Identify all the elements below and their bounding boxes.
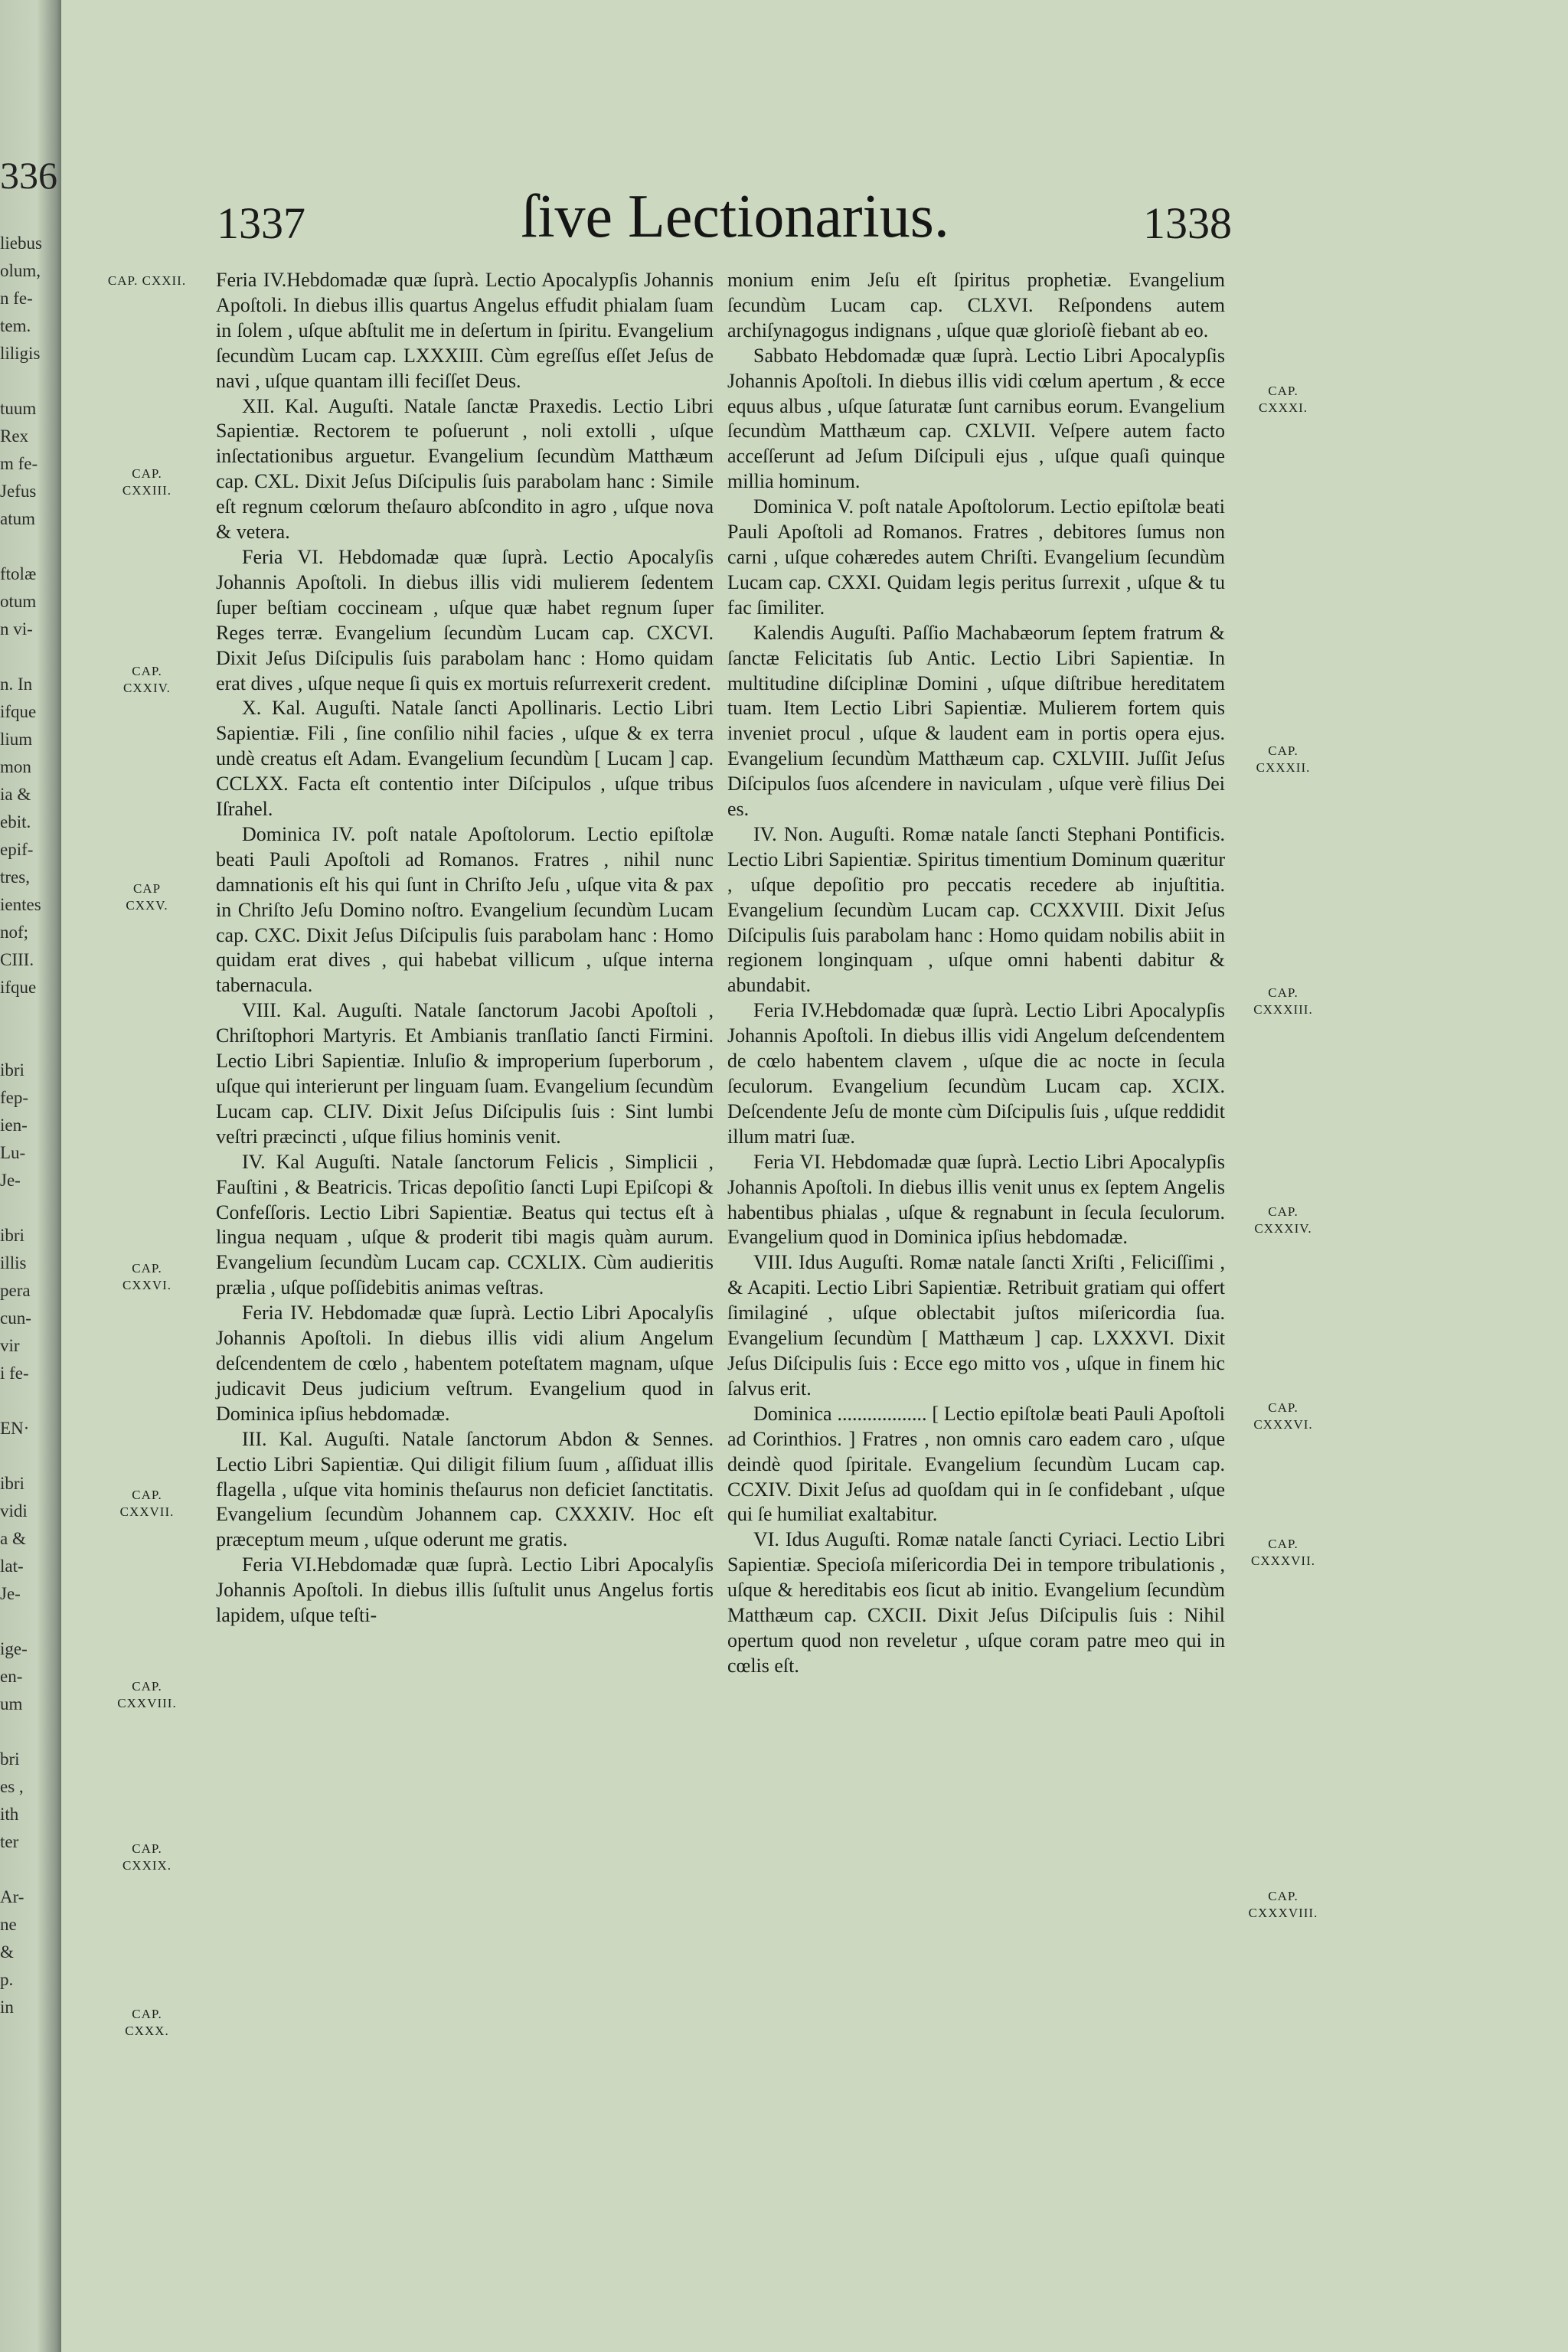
gutter-fragment xyxy=(0,1029,51,1057)
paragraph: Dominica .................. [ Lectio epiſtolæ beati Pauli Apoſtoli ad Corinthios. ] Fratres , non omnis caro eadem caro , uſque deindè quod ſpiritale. Evangelium ſecundùm Lucam cap. CCXIV. Dixit Jeſus ad quoſdam qui in ſe confidebant , uſque qui ſe humiliat exaltabitur. xyxy=(727,1402,1225,1526)
gutter-fragment: vidi xyxy=(0,1501,28,1521)
paragraph: Kalendis Auguſti. Paſſio Machabæorum ſeptem fratrum & ſanctæ Felicitatis ſub Antic. Lectio Libri Sapientiæ. In multitudine diſciplinæ Domini , uſque diſtribue hereditatem tuam. Item Lectio Libri Sapientiæ. Mulierem fortem quis inveniet procul , uſque & laudent eam in portis opera ejus. Evangelium ſecundùm Matthæum cap. CXLVIII. Juſſit Jeſus Diſcipulos ſuos aſcendere in naviculam , uſque verè filius Dei es. xyxy=(727,621,1225,821)
gutter-fragment: epif- xyxy=(0,840,34,859)
gutter-fragment: fep- xyxy=(0,1088,29,1107)
gutter-fragment: pera xyxy=(0,1281,31,1300)
gutter-fragment: m fe- xyxy=(0,454,38,473)
gutter-fragment: tem. xyxy=(0,316,31,335)
previous-page-text-fragments xyxy=(0,230,51,2021)
gutter-fragment: ien- xyxy=(0,1116,28,1135)
previous-page-number: 336 xyxy=(0,154,57,197)
gutter-fragment: lium xyxy=(0,730,33,749)
gutter-fragment: ibri xyxy=(0,1474,24,1493)
margin-label-cap-cxxxvii: CAP. CXXXVII. xyxy=(1250,1537,1316,1568)
margin-label-cap-cxxiii: CAP. CXXIII. xyxy=(122,466,172,498)
paragraph: Feria IV. Hebdomadæ quæ ſuprà. Lectio Libri Apocalyſis Johannis Apoſtoli. In diebus illis vidi alium Angelum deſcendentem de cœlo , habentem poteſtatem magnam, uſque judicavit Deus judicium veſtrum. Evangelium quod in Dominica ipſius hebdomadæ. xyxy=(216,1302,714,1425)
margin-label-cap-cxxxiv: CAP. CXXXIV. xyxy=(1254,1204,1312,1236)
gutter-fragment: mon xyxy=(0,757,31,776)
gutter-fragment xyxy=(0,643,51,671)
gutter-fragment: ter xyxy=(0,1832,19,1851)
paragraph: Feria VI. Hebdomadæ quæ ſuprà. Lectio Apocalyſis Johannis Apoſtoli. In diebus illis vidi mulierem ſedentem ſuper beſtiam coccineam , uſque quæ habet regnum ſuper Reges terræ. Evangelium ſecundùm Lucam cap. CXCVI. Dixit Jeſus Diſcipulis ſuis parabolam hanc : Homo quidam erat dives , uſque neque ſi quis ex mortuis reſurrexerit credent. xyxy=(216,545,714,694)
margin-label-cap-cxxiv: CAP. CXXIV. xyxy=(123,664,171,695)
gutter-fragment: i fe- xyxy=(0,1364,29,1383)
gutter-fragment: ebit. xyxy=(0,812,31,831)
gutter-fragment: EN· xyxy=(0,1419,30,1438)
gutter-fragment: ibri xyxy=(0,1226,24,1245)
gutter-fragment xyxy=(0,368,51,395)
gutter-fragment: Ar- xyxy=(0,1887,24,1906)
gutter-fragment: liligis xyxy=(0,344,41,363)
margin-label-cap-cxxxviii: CAP. CXXXVIII. xyxy=(1248,1889,1318,1920)
margin-label-cap-cxxx: CAP. CXXX. xyxy=(125,2007,169,2038)
gutter-fragment xyxy=(0,1001,51,1029)
gutter-fragment: n. In xyxy=(0,675,33,694)
gutter-fragment: ifque xyxy=(0,978,37,997)
gutter-fragment xyxy=(0,1856,51,1883)
gutter-fragment: n vi- xyxy=(0,619,33,639)
paragraph: IV. Non. Auguſti. Romæ natale ſancti Stephani Pontificis. Lectio Libri Sapientiæ. Spiritus timentium Dominum quæritur , uſque depoſitio pro peccatis recedere ab injuſtitia. Evangelium ſecundùm Lucam cap. CCXXVIII. Dixit Jeſus Diſcipulis ſuis parabolam hanc : Homo quidam nobilis abiit in regionem longinquam , uſque omni habenti dabitur & abundabit. xyxy=(727,822,1225,997)
gutter-fragment xyxy=(0,1608,51,1635)
gutter-fragment: n fe- xyxy=(0,289,33,308)
paragraph: Feria IV.Hebdomadæ quæ ſuprà. Lectio Apocalypſis Johannis Apoſtoli. In diebus illis quartus Angelus effudit phialam ſuam in ſolem , uſque abſtulit me in deſertum in ſpiritu. Evangelium ſecundùm Lucam cap. LXXXIII. Cùm egreſſus eſſet Jeſus de navi , uſque quantam illi feciſſet Deus. xyxy=(216,269,714,392)
paragraph: monium enim Jeſu eſt ſpiritus prophetiæ. Evangelium ſecundùm Lucam cap. CLXVI. Reſpondens autem archiſynagogus indignans , uſque quæ glorioſè fiebant ab eo. xyxy=(727,269,1225,341)
paragraph: IV. Kal Auguſti. Natale ſanctorum Felicis , Simplicii , Fauſtini , & Beatricis. Tricas depoſitio ſancti Lupi Epiſcopi & Confeſſoris. Lectio Libri Sapientiæ. Beatus qui tectus eſt à lingua nequam , uſque & proderit tibi magis quàm aurum. Evangelium ſecundùm Lucam cap. CCXLIX. Cùm audieritis prælia , uſque poſſidebitis animas veſtras. xyxy=(216,1150,714,1299)
right-text-column xyxy=(727,268,1225,1679)
gutter-fragment: in xyxy=(0,1998,14,2017)
gutter-fragment: atum xyxy=(0,509,35,528)
gutter-fragment: bri xyxy=(0,1749,20,1769)
paragraph: III. Kal. Auguſti. Natale ſanctorum Abdon & Sennes. Lectio Libri Sapientiæ. Qui diligit filium ſuum , aſſiduat illis flagella , uſque vita hominis theſaurus non deficiet ſanctitatis. Evangelium ſecundùm Johannem cap. CXXXIV. Hoc eſt præceptum meum , uſque oderunt me gratis. xyxy=(216,1427,714,1551)
gutter-fragment: otum xyxy=(0,592,37,611)
gutter-fragment xyxy=(0,1442,51,1470)
folio-left: 1337 xyxy=(217,198,305,248)
gutter-fragment: ientes xyxy=(0,895,41,914)
gutter-fragment: p. xyxy=(0,1970,14,1989)
gutter-fragment: lat- xyxy=(0,1557,24,1576)
margin-label-cap-cxxv: CAP CXXV. xyxy=(126,881,168,913)
gutter-fragment: nof; xyxy=(0,923,29,942)
gutter-fragment: ige- xyxy=(0,1639,28,1658)
gutter-fragment: illis xyxy=(0,1253,27,1272)
gutter-fragment xyxy=(0,1718,51,1746)
gutter-fragment: Rex xyxy=(0,426,29,446)
gutter-fragment: Jefus xyxy=(0,482,37,501)
gutter-fragment: liebus xyxy=(0,234,42,253)
paragraph: Feria IV.Hebdomadæ quæ ſuprà. Lectio Libri Apocalypſis Johannis Apoſtoli. In diebus illis vidi Angelum deſcendentem de cœlo habentem clavem , uſque die ac nocte in ſecula ſeculorum. Evangelium ſecundùm Lucam cap. XCIX. Deſcendente Jeſu de monte cùm Diſcipulis ſuis , uſque reddidit illum matri ſuæ. xyxy=(727,999,1225,1148)
margin-label-cap-cxxvii: CAP. CXXVII. xyxy=(119,1488,175,1519)
margin-label-cap-cxxii: CAP. CXXII. xyxy=(107,273,187,288)
paragraph: Feria VI. Hebdomadæ quæ ſuprà. Lectio Libri Apocalypſis Johannis Apoſtoli. In diebus illis venit unus ex ſeptem Angelis habentibus phialas , uſque & regnabunt in ſecula ſeculorum. Evangelium quod in Dominica ipſius hebdomadæ. xyxy=(727,1150,1225,1249)
gutter-fragment: ia & xyxy=(0,785,31,804)
paragraph: VIII. Idus Auguſti. Romæ natale ſancti Xriſti , Feliciſſimi , & Acapiti. Lectio Libri Sapientiæ. Retribuit gratiam qui offert ſimilaginé , uſque oblectabit juſtos miſericordia ſua. Evangelium ſecundùm [ Matthæum ] cap. LXXXVI. Dixit Jeſus Diſcipulis ſuis : Ecce ego mitto vos , uſque in finem hic ſalvus erit. xyxy=(727,1251,1225,1400)
paragraph: Dominica IV. poſt natale Apoſtolorum. Lectio epiſtolæ beati Pauli Apoſtoli ad Romanos. Fratres , nihil nunc damnationis eſt his qui ſunt in Chriſto Jeſu , uſque vita & pax in Chriſto Jeſu Domino noſtro. Evangelium ſecundùm Lucam cap. CXC. Dixit Jeſus Diſcipulis ſuis parabolam hanc : Homo quidam erat dives , qui habebat villicum , uſque interna tabernacula. xyxy=(216,822,714,997)
gutter-fragment: cun- xyxy=(0,1308,31,1328)
gutter-fragment: en- xyxy=(0,1667,23,1686)
gutter-fragment: olum, xyxy=(0,261,41,280)
margin-label-cap-cxxviii: CAP. CXXVIII. xyxy=(117,1679,177,1710)
paragraph: VIII. Kal. Auguſti. Natale ſanctorum Jacobi Apoſtoli , Chriſtophori Martyris. Et Ambianis tranſlatio ſancti Firmini. Lectio Libri Sapientiæ. Inluſio & improperium ſuperborum , uſque qui interierunt per linguam ſuam. Evangelium ſecundùm Lucam cap. CLIV. Dixit Jeſus Diſcipulis ſuis : Sint lumbi veſtri præcincti , uſque filius hominis venit. xyxy=(216,999,714,1148)
gutter-fragment: Je- xyxy=(0,1171,21,1190)
margin-label-cap-cxxxvi: CAP. CXXXVI. xyxy=(1253,1400,1313,1432)
gutter-fragment: vir xyxy=(0,1336,20,1355)
gutter-fragment: um xyxy=(0,1694,23,1713)
gutter-fragment: ifque xyxy=(0,702,37,721)
gutter-fragment xyxy=(0,533,51,560)
left-text-column xyxy=(216,268,714,1628)
gutter-fragment: ne xyxy=(0,1915,17,1934)
paragraph: XII. Kal. Auguſti. Natale ſanctæ Praxedis. Lectio Libri Sapientiæ. Rectorem te poſuerunt , noli extolli , uſque inſectationibus arguetur. Evangelium ſecundùm Matthæum cap. CXL. Dixit Jeſus Diſcipulis ſuis parabolam hanc : Simile eſt regnum cœlorum theſauro abſcondito in agro , uſque nova & vetera. xyxy=(216,394,714,544)
margin-label-cap-cxxix: CAP. CXXIX. xyxy=(122,1841,172,1873)
paragraph: Dominica V. poſt natale Apoſtolorum. Lectio epiſtolæ beati Pauli Apoſtoli ad Romanos. Fratres , debitores ſumus non carni , uſque cohæredes autem Chriſti. Evangelium ſecundùm Lucam cap. CXXI. Quidam legis peritus ſurrexit , uſque & tu fac ſimiliter. xyxy=(727,495,1225,619)
gutter-fragment: ith xyxy=(0,1805,19,1824)
margin-label-cap-cxxvi: CAP. CXXVI. xyxy=(122,1261,172,1292)
paragraph: Sabbato Hebdomadæ quæ ſuprà. Lectio Libri Apocalypſis Johannis Apoſtoli. In diebus illis vidi cœlum apertum , & ecce equus albus , uſque ſaturatæ ſunt carnibus eorum. Evangelium ſecundùm Matthæum cap. CXLVII. Veſpere autem facto acceſſerunt ad Jeſum Diſcipuli ejus , uſque quaſi quinque millia hominum. xyxy=(727,344,1225,493)
previous-page-edge xyxy=(0,0,61,2352)
paragraph: X. Kal. Auguſti. Natale ſancti Apollinaris. Lectio Libri Sapientiæ. Fili , ſine conſilio nihil facies , uſque & ex terra undè creatus eſt Adam. Evangelium ſecundùm [ Lucam ] cap. CCLXX. Facta eſt contentio inter Diſcipulos , uſque tribus Iſrahel. xyxy=(216,697,714,821)
gutter-fragment: ftolæ xyxy=(0,564,37,583)
margin-label-cap-cxxxi: CAP. CXXXI. xyxy=(1258,384,1308,415)
gutter-fragment: Lu- xyxy=(0,1143,26,1162)
paragraph: Feria VI.Hebdomadæ quæ ſuprà. Lectio Libri Apocalyſis Johannis Apoſtoli. In diebus illis ſuſtulit unus Angelus fortis lapidem, uſque teſti- xyxy=(216,1553,714,1627)
gutter-fragment: tuum xyxy=(0,399,37,418)
gutter-fragment: a & xyxy=(0,1529,26,1548)
folio-right: 1338 xyxy=(1143,198,1232,248)
gutter-fragment xyxy=(0,1194,51,1222)
gutter-fragment xyxy=(0,1387,51,1415)
gutter-fragment: ibri xyxy=(0,1060,24,1080)
running-title: ſive Lectionarius. xyxy=(521,183,949,250)
gutter-fragment: & xyxy=(0,1942,14,1962)
margin-label-cap-cxxxiii: CAP. CXXXIII. xyxy=(1253,985,1313,1017)
gutter-fragment: tres, xyxy=(0,867,30,887)
gutter-fragment: CIII. xyxy=(0,950,34,969)
gutter-fragment: es , xyxy=(0,1777,24,1796)
paragraph: VI. Idus Auguſti. Romæ natale ſancti Cyriaci. Lectio Libri Sapientiæ. Specioſa miſericordia Dei in tempore tribulationis , uſque & hereditabis eos ſicut ab initio. Evangelium ſecundùm Matthæum cap. CXCII. Dixit Jeſus Diſcipulis ſuis : Nihil opertum quod non reveletur , uſque coram patre meo qui in cœlis eſt. xyxy=(727,1528,1225,1677)
gutter-fragment: Je- xyxy=(0,1584,21,1603)
margin-label-cap-cxxxii: CAP. CXXXII. xyxy=(1256,743,1311,775)
